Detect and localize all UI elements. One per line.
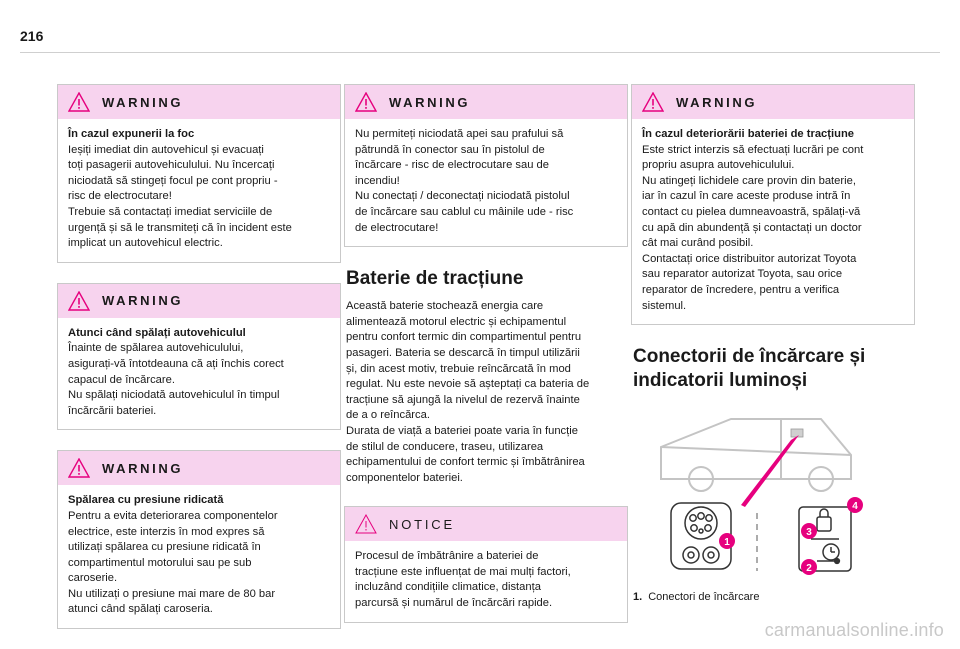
text-line: tracțiune să ajungă la nivelul de rezervă înainte [346, 393, 580, 406]
warning-triangle-icon [642, 92, 664, 112]
text-line: capacul de încărcare. [68, 373, 175, 386]
warning-header [58, 284, 340, 318]
text-line: componentelor bateriei. [346, 471, 463, 484]
text-line: Durata de viață a bateriei poate varia în funcție [346, 424, 578, 437]
text-line: și, din acest motiv, trebuie reîncărcată în mod [346, 362, 571, 375]
notice-triangle-icon [355, 514, 377, 534]
charging-connector-illustration [631, 407, 915, 579]
text-line: cu apă din abundență și contactați un doctor [642, 221, 862, 234]
text-line: cât mai curând posibil. [642, 237, 754, 250]
text-line: Pentru a evita deteriorarea componentelor [68, 509, 278, 522]
warning-triangle-icon [68, 458, 90, 478]
warning-title: Atunci când spălați autovehiculul [68, 326, 246, 339]
text-line: de încărcare sau cablul cu mâinile ude - risc [355, 205, 574, 218]
warning-label: WARNING [102, 293, 184, 309]
text-line: Nu utilizați o presiune mai mare de 80 bar [68, 587, 276, 600]
text-line: tracțiune este influențat de mai mulți factori, [355, 565, 571, 578]
text-line: încărcării bateriei. [68, 404, 157, 417]
warning-title: În cazul deteriorării bateriei de tracțiune [642, 128, 855, 140]
warning-header [58, 85, 340, 119]
text-line: de a o reîncărca. [346, 409, 430, 422]
text-line: incendiu! [355, 174, 400, 187]
caption-number: 1. [633, 591, 643, 604]
text-line: atunci când spălați caroseria. [68, 603, 213, 616]
callout-2 [801, 559, 817, 575]
warning-title: Spălarea cu presiune ridicată [68, 494, 224, 507]
text-line: Nu spălați niciodată autovehiculul în timpul [68, 389, 280, 402]
warning-label: WARNING [676, 94, 758, 110]
warning-body [58, 119, 340, 262]
text-line: urgență și să le transmiteți că în incident este [68, 221, 292, 234]
text-line: Procesul de îmbătrânire a bateriei de [355, 550, 539, 563]
text-line: alimentează motorul electric și echipamentul [346, 315, 567, 328]
text-line: contact cu pielea dumneavoastră, spălați-vă [642, 205, 861, 218]
text-line: sistemul. [642, 299, 687, 312]
figure-caption [631, 591, 915, 603]
callout-3 [801, 523, 817, 539]
text-line: implicat un autovehicul electric. [68, 237, 223, 250]
warning-box-pressure [57, 450, 341, 629]
text-line: Nu atingeți lichidele care provin din baterie, [642, 174, 856, 187]
text-line: de stilul de conducere, traseu, utilizarea [346, 440, 544, 453]
text-line: reparator de încredere, pentru a verifica [642, 283, 840, 296]
text-line: încărcare - risc de electrocutare sau de [355, 159, 550, 172]
notice-header [345, 507, 627, 541]
text-line: utilizați spălarea cu presiune ridicată în [68, 541, 261, 554]
charging-port-door-icon [791, 429, 803, 437]
text-line: electrice, este interzis în mod expres să [68, 525, 265, 538]
callout-1 [719, 533, 735, 549]
page-number: 216 [20, 28, 44, 44]
text-line: pentru confort termic din compartimentul pentru [346, 331, 582, 344]
warning-label: WARNING [102, 460, 184, 476]
warning-body [632, 119, 914, 324]
pointer-arrow [741, 435, 799, 507]
text-line: toți pasagerii autovehiculului. Nu încercați [68, 159, 275, 172]
warning-body [58, 485, 340, 628]
column-1 [57, 84, 341, 649]
heading-line: indicatorii luminoși [633, 370, 808, 392]
warning-triangle-icon [68, 92, 90, 112]
text-line: Trebuie să contactați imediat serviciile de [68, 205, 273, 218]
text-line: Această baterie stochează energia care [346, 300, 544, 313]
column-2 [344, 84, 628, 643]
warning-label: WARNING [389, 94, 471, 110]
warning-triangle-icon [355, 92, 377, 112]
text-line: Este strict interzis să efectuați lucrări pe cont [642, 143, 864, 156]
text-line: incluzând condițiile climatice, distanța [355, 581, 541, 594]
warning-title: În cazul expunerii la foc [68, 128, 195, 140]
svg-text:3: 3 [806, 527, 812, 539]
text-line: Nu conectați / deconectați niciodată pistolul [355, 190, 570, 203]
text-line: compartimentul motorului sau pe sub [68, 556, 252, 569]
text-line: niciodată să stingeți focul pe cont propriu - [68, 174, 278, 187]
car-outline [661, 419, 851, 491]
text-line: iar în cazul în care aceste produse intră în [642, 190, 851, 203]
callout-4 [847, 497, 863, 513]
notice-label: NOTICE [389, 516, 455, 532]
text-line: Contactați orice distribuitor autorizat Toyota [642, 252, 857, 265]
warning-box-fire [57, 84, 341, 263]
text-line: pătrundă în conector sau în pistolul de [355, 143, 545, 156]
warning-header [632, 85, 914, 119]
warning-box-washing [57, 283, 341, 431]
warning-body [58, 318, 340, 430]
text-line: risc de electrocutare! [68, 190, 172, 203]
text-line: propriu asupra autovehiculului. [642, 159, 795, 172]
watermark: carmanualsonline.info [764, 620, 944, 640]
notice-box [344, 506, 628, 622]
text-line: echipamentului de confort termic și îmbătrânirea [346, 456, 585, 469]
text-line: caroserie. [68, 572, 118, 585]
battery-paragraph [344, 299, 628, 486]
text-line: Ieșiți imediat din autovehicul și evacuați [68, 143, 264, 156]
text-line: de electrocutare! [355, 221, 439, 234]
svg-text:1: 1 [724, 537, 730, 549]
svg-text:2: 2 [806, 563, 812, 575]
warning-header [345, 85, 627, 119]
warning-triangle-icon [68, 291, 90, 311]
warning-header [58, 451, 340, 485]
heading-line: Conectorii de încărcare și [633, 346, 866, 368]
text-line: parcursă și numărul de încărcări rapide. [355, 597, 553, 610]
section-heading-connectors [633, 345, 915, 393]
text-line: pasageri. Bateria se descarcă în timpul utilizării [346, 346, 580, 359]
warning-label: WARNING [102, 94, 184, 110]
text-line: sau reparator autorizat Toyota, sau orice [642, 268, 843, 281]
text-line: asigurați-vă întotdeauna că ați închis corect [68, 357, 284, 370]
text-line: regulat. Nu este nevoie să așteptați ca bateria de [346, 378, 590, 391]
column-3 [631, 84, 915, 603]
text-line: Nu permiteți niciodată apei sau prafului să [355, 128, 564, 140]
text-line: Înainte de spălarea autovehiculului, [68, 342, 244, 355]
warning-box-water [344, 84, 628, 247]
notice-body [345, 541, 627, 621]
top-divider [20, 52, 940, 53]
section-heading-battery: Baterie de tracțiune [346, 268, 524, 290]
caption-text: Conectori de încărcare [648, 591, 760, 604]
svg-text:4: 4 [852, 501, 858, 513]
warning-box-damage [631, 84, 915, 325]
warning-body [345, 119, 627, 246]
